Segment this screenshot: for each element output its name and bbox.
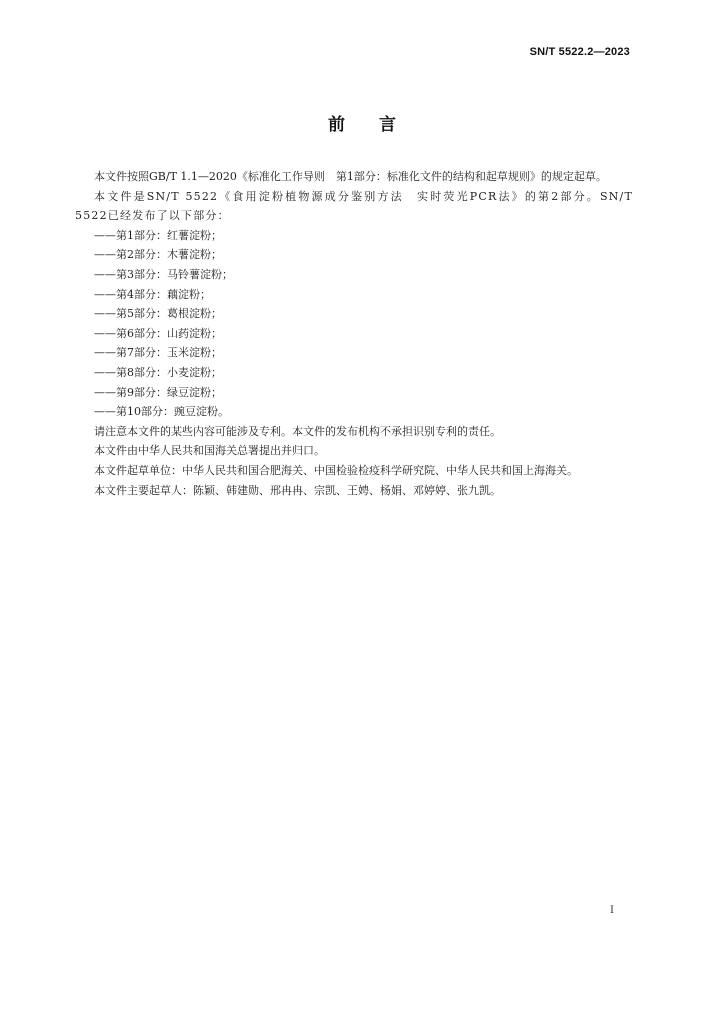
list-item: ——第7部分：玉米淀粉； [94, 346, 222, 360]
page-number: I [610, 905, 614, 916]
list-item: ——第8部分：小麦淀粉； [94, 365, 222, 379]
document-code: SN/T 5522.2—2023 [529, 46, 630, 58]
list-item: ——第4部分：藕淀粉； [94, 287, 211, 301]
series-paragraph: 本文件是SN/T 5522《食用淀粉植物源成分鉴别方法 实时荧光PCR法》的第2部分。SN/T 5522已经发布了以下部分： [75, 189, 633, 223]
foreword-body [75, 167, 633, 500]
list-item: ——第5部分：葛根淀粉； [94, 307, 222, 321]
list-item: ——第2部分：木薯淀粉； [94, 248, 222, 262]
list-item: ——第9部分：绿豆淀粉； [94, 385, 222, 399]
list-item: ——第3部分：马铃薯淀粉； [94, 267, 233, 281]
list-item: ——第6部分：山药淀粉； [94, 326, 222, 340]
drafting-units: 本文件起草单位：中华人民共和国合肥海关、中国检验检疫科学研究院、中华人民共和国上海海关。 [94, 463, 578, 477]
drafters: 本文件主要起草人：陈颖、韩建勋、邢冉冉、宗凯、王娉、杨娟、邓婷婷、张九凯。 [94, 483, 501, 497]
page-title: 前言 [328, 115, 430, 135]
proposer-statement: 本文件由中华人民共和国海关总署提出并归口。 [94, 444, 325, 458]
patent-notice: 请注意本文件的某些内容可能涉及专利。本文件的发布机构不承担识别专利的责任。 [94, 424, 501, 438]
parts-list [75, 226, 633, 422]
drafting-rule-paragraph: 本文件按照GB/T 1.1—2020《标准化工作导则 第1部分：标准化文件的结构和起草规则》的规定起草。 [94, 170, 607, 183]
list-item: ——第10部分：豌豆淀粉。 [94, 405, 229, 419]
list-item: ——第1部分：红薯淀粉； [94, 228, 222, 242]
